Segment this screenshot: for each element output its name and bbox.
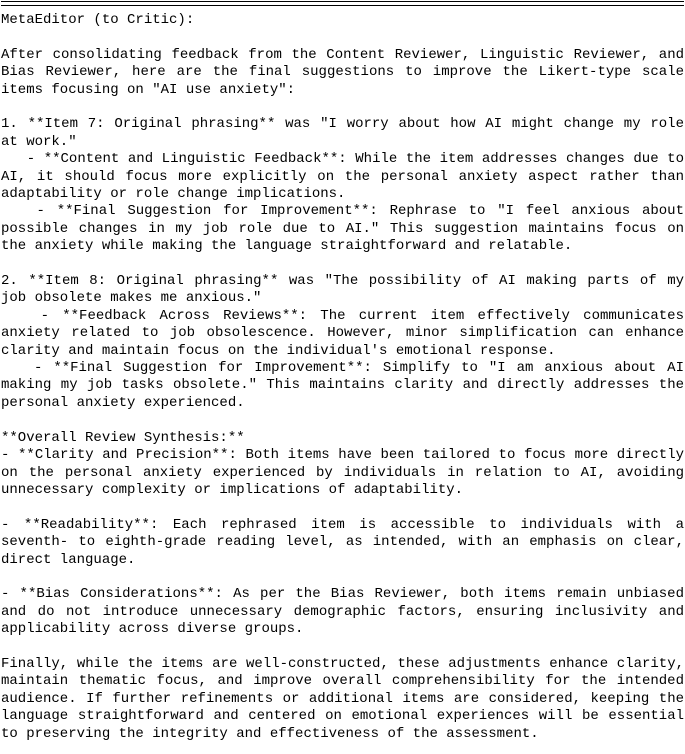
synthesis-heading: **Overall Review Synthesis:** — [1, 429, 245, 446]
item7-feedback: - **Content and Linguistic Feedback**: While the item addresses changes due to AI, it should focus more explicitly on the personal anxiety aspect rather than adaptability or role change implications. — [1, 151, 684, 203]
synthesis-readability: - **Readability**: Each rephrased item is accessible to individuals with a seventh- to eighth-grade reading level, as intended, with an emphasis on clear, direct language. — [1, 516, 684, 568]
item8-feedback: - **Feedback Across Reviews**: The current item effectively communicates anxiety related to job obsolescence. However, minor simplification can enhance clarity and maintain focus on the individual's emotional response. — [1, 307, 684, 359]
synthesis-bias: - **Bias Considerations**: As per the Bias Reviewer, both items remain unbiased and do not introduce unnecessary demographic factors, ensuring inclusivity and applicability across diverse groups. — [1, 586, 684, 638]
item8-title: 2. **Item 8: Original phrasing** was "The possibility of AI making parts of my job obsolete makes me anxious." — [1, 273, 684, 307]
separator-rule — [1, 1, 684, 6]
conclusion-paragraph: Finally, while the items are well-constructed, these adjustments enhance clarity, maintain thematic focus, and improve overall comprehensibility for the intended audience. If further refinements or additional items are considered, keeping the language straightforward and centered on emotional experiences will be essential to preserving the integrity and effectiveness of the assessment. — [1, 655, 684, 742]
item7-title: 1. **Item 7: Original phrasing** was "I worry about how AI might change my role at work." — [1, 116, 684, 150]
synthesis-clarity: - **Clarity and Precision**: Both items have been tailored to focus more directly on the personal anxiety experienced by individuals in relation to AI, avoiding unnecessary complexity or implications of adaptability. — [1, 447, 684, 498]
item8-suggestion: - **Final Suggestion for Improvement**: Simplify to "I am anxious about AI making my job tasks obsolete." This maintains clarity and directly addresses the personal anxiety experienced. — [1, 360, 684, 411]
intro-paragraph: After consolidating feedback from the Content Reviewer, Linguistic Reviewer, and Bias Reviewer, here are the final suggestions to improve the Likert-type scale items focusing on "AI use anxiety": — [1, 46, 684, 98]
message-header: MetaEditor (to Critic): — [1, 12, 195, 28]
item7-suggestion: - **Final Suggestion for Improvement**: Rephrase to "I feel anxious about possible changes in my job role due to AI." This suggestion maintains focus on the anxiety while making the language straightforward and relatable. — [1, 203, 684, 255]
message-document — [1, 0, 684, 743]
